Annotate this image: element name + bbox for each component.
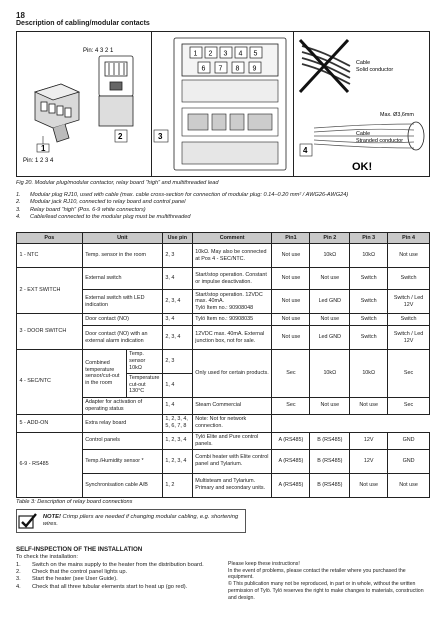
pin4-cell: Switch	[388, 314, 430, 326]
pin-cell: 1, 2, 3, 4, 5, 6, 7, 8	[162, 414, 192, 432]
note-number: 4.	[16, 214, 21, 221]
note-number: 3.	[16, 206, 21, 213]
pin1-cell: A (RS485)	[272, 432, 310, 449]
pin1-cell: Not use	[272, 268, 310, 290]
connector-number: 3	[223, 50, 228, 58]
table-row	[17, 268, 430, 290]
note-number: 2.	[16, 199, 21, 206]
pin3-cell: Switch	[350, 290, 388, 314]
pin1-cell: A (RS485)	[272, 473, 310, 497]
pin1-cell: Sec	[272, 350, 310, 398]
jack-pin-order: Pin: 4 3 2 1	[83, 48, 114, 54]
relay-board-illustration	[152, 32, 294, 177]
step-text: Check that the control panel lights up.	[32, 569, 128, 576]
note-text: Modular plug RJ10, used with cable (max. cable cross-section for connection of modular plug: 0.14–0.20 mm² / AWG26-AWG24)	[30, 192, 349, 198]
pin2-cell: B (RS485)	[310, 449, 350, 473]
contact-retailer-text: In the event of problems, please contact the retailer where you purchased the equipment.	[228, 567, 406, 581]
col-header: Use pin	[162, 233, 192, 244]
col-header: Pin 4	[388, 233, 430, 244]
comment-cell: Combi heater with Elite control panel and Tylarium.	[192, 449, 272, 473]
page-number: 18	[16, 11, 25, 20]
note-text-block	[40, 514, 245, 528]
max-diameter-label: Max. Ø3,6mm	[380, 112, 414, 118]
pin-cell: 3, 4	[162, 314, 192, 326]
connector-number: 4	[238, 50, 243, 58]
note-item	[16, 207, 430, 214]
unit-cell: Temp. sensor in the room	[82, 244, 162, 268]
connector-number: 7	[218, 65, 223, 73]
connections-table	[16, 232, 430, 498]
modular-plug-illustration	[17, 32, 152, 177]
note-text: Modular jack RJ10, connected to relay board and control panel	[30, 199, 186, 206]
comment-cell	[192, 290, 272, 314]
pin4-cell: GND	[388, 432, 430, 449]
table-row	[17, 432, 430, 449]
step-number: 1.	[16, 562, 21, 568]
pin1-cell: Not use	[272, 290, 310, 314]
cable-label: 4	[303, 146, 308, 155]
pin3-cell: 10kΩ	[350, 244, 388, 268]
jack-label: 2	[118, 132, 123, 141]
plug-label: 1	[41, 144, 46, 153]
comment-cell: Tylö Item no.: 90908035	[192, 314, 272, 326]
pin3-cell: 10kΩ	[350, 350, 388, 398]
comment-cell: 10kΩ. May also be connected at Pos 4 - SEC/NTC.	[192, 244, 272, 268]
table-row	[17, 244, 430, 268]
connector-number: 8	[235, 65, 240, 73]
pin3-cell: Not use	[350, 473, 388, 497]
step-number: 4.	[16, 583, 21, 590]
section-title: Description of cabling/modular contacts	[16, 20, 150, 27]
connector-number: 9	[252, 65, 257, 73]
pin4-cell: Sec	[388, 397, 430, 414]
unit-cell: Adapter for activation of operating status	[82, 397, 162, 414]
step-number: 3.	[16, 576, 21, 583]
note-number: 1.	[16, 192, 21, 198]
pin-cell: 2, 3	[162, 350, 192, 374]
list-item	[16, 576, 214, 583]
comment-cell: Multisteam and Tylarium. Primary and secondary units.	[192, 473, 272, 497]
comment-cell: Tylö Elite and Pure control panels.	[192, 432, 272, 449]
col-header: Pin 2	[310, 233, 350, 244]
pin1-cell: Not use	[272, 326, 310, 350]
figure-row	[16, 31, 430, 177]
connector-number: 6	[201, 65, 206, 73]
table-header-row	[17, 233, 430, 244]
note-text: Relay board “high” (Pos. 6-9 white connectors)	[30, 206, 146, 213]
note-box	[16, 509, 246, 533]
comment-cell: 12VDC max. 40mA. External junction box, not for sale.	[192, 326, 272, 350]
comment-cell: Start/stop operation. Constant or impulse deactivation.	[192, 268, 272, 290]
step-text: Switch on the mains supply to the heater from the distribution board.	[32, 562, 204, 568]
col-header: Unit	[82, 233, 162, 244]
pin3-cell: Switch	[350, 326, 388, 350]
pin-cell: 1, 2	[162, 473, 192, 497]
pos-cell: 4 - SEC/NTC	[17, 350, 83, 415]
pos-cell: 6-9 - RS485	[17, 432, 83, 497]
unit-cell: Combined temperature sensor/cut-out in the room	[82, 350, 126, 398]
unit-cell: Temp./Humidity sensor *	[82, 449, 162, 473]
pin1-cell: Not use	[272, 244, 310, 268]
empty-cell	[272, 414, 430, 432]
pin-cell: 3, 4	[162, 268, 192, 290]
figure-caption: Fig 20. Modular plug/modular contactor, relay board “high” and multithreaded lead	[16, 180, 219, 186]
comment-cell: Steam Commercial	[192, 397, 272, 414]
unit-cell: Door contact (NO)	[82, 314, 162, 326]
pin-cell: 1, 4	[162, 373, 192, 397]
sub-unit-cell: Temp. sensor 10kΩ	[126, 350, 162, 374]
col-header: Pos	[17, 233, 83, 244]
pin4-cell: Not use	[388, 244, 430, 268]
pin2-cell: Not use	[310, 314, 350, 326]
pin2-cell: Led GND	[310, 290, 350, 314]
pin-cell: 2, 3, 4	[162, 290, 192, 314]
cable-illustration	[294, 32, 430, 177]
pos-cell: 5 - ADD-ON	[17, 414, 83, 432]
pin2-cell: B (RS485)	[310, 432, 350, 449]
ok-label: OK!	[352, 161, 373, 173]
pin3-cell: Switch	[350, 314, 388, 326]
pin-cell: 1, 4	[162, 397, 192, 414]
pin4-cell: Switch	[388, 268, 430, 290]
pin-cell: 2, 3	[162, 244, 192, 268]
unit-cell: Control panels	[82, 432, 162, 449]
pos-cell: 1 - NTC	[17, 244, 83, 268]
plug-figure	[16, 31, 152, 177]
note-text: Cable/lead connected to the modular plug must be multithreaded	[30, 214, 191, 221]
pin2-cell: Led GND	[310, 326, 350, 350]
note-body: Crimp pliers are needed if changing modular cabling, e.g. shortening wires.	[42, 513, 239, 527]
col-header: Pin1	[272, 233, 310, 244]
board-figure	[152, 31, 294, 177]
table-row	[17, 314, 430, 326]
keep-instructions-text: Please keep these instructions!	[228, 561, 300, 567]
col-header: Pin 3	[350, 233, 388, 244]
stranded-cable-label: Cable	[356, 131, 371, 137]
comment-cell: Only used for certain products.	[192, 350, 272, 398]
pin4-cell: Switch / Led 12V	[388, 326, 430, 350]
note-label: NOTE!	[42, 513, 61, 520]
pin-cell: 2, 3, 4	[162, 326, 192, 350]
unit-cell: Extra relay board	[82, 414, 162, 432]
step-number: 2.	[16, 569, 21, 576]
pin3-cell: Switch	[350, 268, 388, 290]
pin2-cell: Not use	[310, 397, 350, 414]
board-label: 3	[158, 132, 163, 141]
self-inspection-steps	[16, 562, 214, 591]
pin3-cell: 12V	[350, 432, 388, 449]
plug-pin-order: Pin: 1 2 3 4	[23, 158, 54, 164]
pin3-cell: Not use	[350, 397, 388, 414]
pos-cell: 2 - EXT SWITCH	[17, 268, 83, 314]
unit-cell: Door contact (NO) with an external alarm indication	[82, 326, 162, 350]
connector-number: 2	[208, 50, 213, 58]
col-header: Comment	[192, 233, 272, 244]
table-caption: Table 3: Description of relay board connections	[16, 499, 133, 505]
pin1-cell: Sec	[272, 397, 310, 414]
closing-notes	[228, 561, 432, 601]
copyright-text: © This publication many not be reproduced, in part or in whole, without the written permission of Tylö. Tylö reserves the right to make changes to materials, construction and design.	[228, 581, 424, 601]
pin2-cell: 10kΩ	[310, 350, 350, 398]
solid-conductor-label: Solid conductor	[356, 67, 394, 73]
pin4-cell: Not use	[388, 473, 430, 497]
step-text: Start the heater (see User Guide).	[32, 576, 118, 583]
note-item	[16, 199, 430, 206]
unit-cell: Synchronisation cable A/B	[82, 473, 162, 497]
cable-figure	[294, 31, 430, 177]
sub-unit-cell: Temperature cut-out 130°C	[126, 373, 162, 397]
comment-cell: Note: Not for network connection.	[192, 414, 272, 432]
pin4-cell: GND	[388, 449, 430, 473]
pin4-cell: Sec	[388, 350, 430, 398]
pin3-cell: 12V	[350, 449, 388, 473]
table-row	[17, 414, 430, 432]
list-item	[16, 562, 214, 569]
pin-cell: 1, 2, 3, 4	[162, 432, 192, 449]
pin1-cell: Not use	[272, 314, 310, 326]
pin-cell: 1, 2, 3, 4	[162, 449, 192, 473]
list-item	[16, 569, 214, 576]
solid-cable-label: Cable	[356, 60, 371, 66]
pin4-cell: Switch / Led 12V	[388, 290, 430, 314]
pin2-cell: B (RS485)	[310, 473, 350, 497]
connector-number: 1	[193, 50, 198, 58]
checkmark-icon	[17, 510, 40, 532]
unit-cell: External switch	[82, 268, 162, 290]
item-number-text: Tylö Item no.: 90908048	[195, 304, 254, 311]
pin1-cell: A (RS485)	[272, 449, 310, 473]
stranded-conductor-label: Stranded conductor	[356, 138, 404, 144]
note-item	[16, 192, 430, 199]
note-item	[16, 214, 430, 221]
comment-text: Start/stop operation. 12VDC max. 40mA.	[195, 291, 263, 305]
pos-cell: 3 - DOOR SWITCH	[17, 314, 83, 350]
self-inspection-title: SELF-INSPECTION OF THE INSTALLATION	[16, 546, 143, 553]
pin2-cell: Not use	[310, 268, 350, 290]
unit-cell: External switch with LED indication	[82, 290, 162, 314]
step-text: Check that all three tubular elements start to heat up (go red).	[32, 583, 188, 590]
self-inspection-intro: To check the installation:	[16, 554, 78, 560]
figure-notes	[16, 192, 430, 222]
pin2-cell: 10kΩ	[310, 244, 350, 268]
list-item	[16, 584, 214, 591]
connector-number: 5	[253, 50, 258, 58]
table-row	[17, 350, 430, 374]
